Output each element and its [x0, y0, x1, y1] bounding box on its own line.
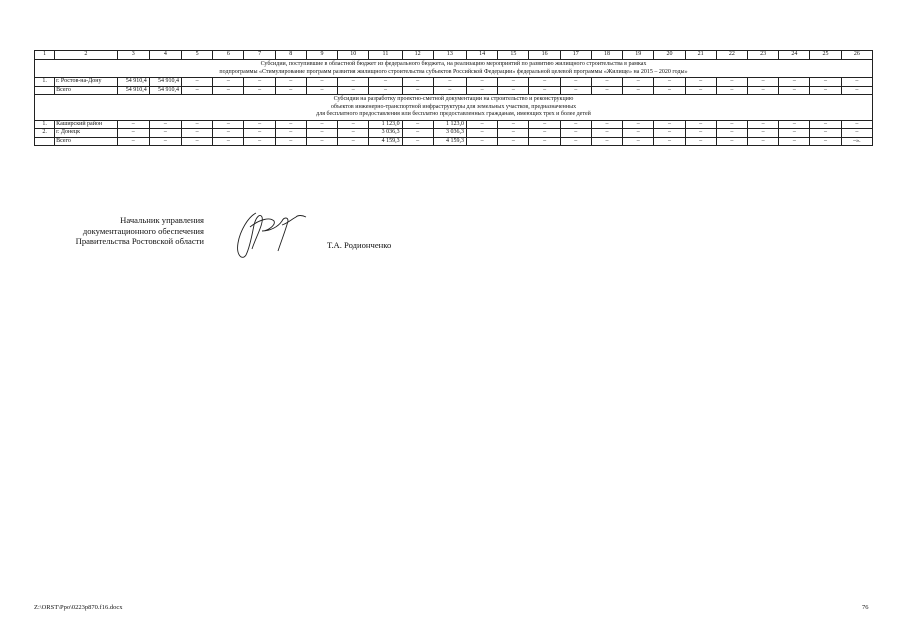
table-cell: – — [498, 78, 529, 87]
section-1-title: Субсидии, поступившие в областной бюджет из федерального бюджета, на реализацию мероприятий по развитию жилищного строительства в рамках подпрограммы «Стимулирование программ развития жилищного строительства субъектов Российской Федерации» федеральной целевой программы «Жилище» на 2015 – 2020 годы» — [35, 60, 873, 78]
table-cell: – — [275, 137, 306, 146]
table-cell: – — [654, 78, 685, 87]
signatory-name: Т.А. Родионченко — [327, 240, 392, 250]
table-cell: – — [369, 86, 402, 95]
table-cell: – — [841, 129, 872, 138]
table-cell: – — [623, 86, 654, 95]
table-cell: – — [747, 120, 778, 129]
table-cell: – — [306, 129, 337, 138]
table-cell: – — [275, 129, 306, 138]
table-cell: – — [306, 78, 337, 87]
table-cell: – — [498, 129, 529, 138]
column-number-cell: 4 — [149, 51, 181, 60]
table-cell: – — [213, 129, 244, 138]
table-cell: – — [275, 120, 306, 129]
table-cell: – — [529, 120, 560, 129]
column-number-cell: 17 — [560, 51, 591, 60]
page-number: 76 — [862, 604, 869, 611]
table-cell: – — [529, 78, 560, 87]
table-cell: – — [338, 137, 369, 146]
table-cell: – — [244, 86, 275, 95]
table-cell: – — [369, 78, 402, 87]
row-label-cell: Всего — [55, 86, 117, 95]
table-cell: – — [306, 137, 337, 146]
column-number-cell: 20 — [654, 51, 685, 60]
column-number-cell: 7 — [244, 51, 275, 60]
table-cell: 54 910,4 — [149, 86, 181, 95]
table-cell: – — [244, 137, 275, 146]
table-cell: – — [117, 129, 149, 138]
table-cell: 2. — [35, 129, 55, 138]
table-cell: – — [498, 120, 529, 129]
file-path: Z:\ORST\Ppo\0223p870.f16.docx — [34, 604, 123, 611]
column-number-cell: 11 — [369, 51, 402, 60]
table-cell: – — [402, 120, 433, 129]
table-cell: 54 910,4 — [149, 78, 181, 87]
table-cell: 4 159,3 — [369, 137, 402, 146]
table-cell: – — [529, 86, 560, 95]
table-cell: – — [779, 129, 810, 138]
column-number-row — [35, 51, 873, 60]
table-cell: – — [747, 137, 778, 146]
table-cell: – — [149, 137, 181, 146]
signature-title-line: Начальник управления — [120, 215, 204, 225]
table-cell: – — [654, 120, 685, 129]
table-row — [35, 129, 873, 138]
table-cell: 54 910,4 — [117, 86, 149, 95]
table-cell: – — [716, 86, 747, 95]
table-row — [35, 120, 873, 129]
table-cell: – — [244, 78, 275, 87]
table-cell: 3 036,3 — [369, 129, 402, 138]
row-label-cell: г. Донецк — [55, 129, 117, 138]
table-cell: – — [433, 78, 466, 87]
table-cell: – — [338, 129, 369, 138]
table-cell: – — [244, 129, 275, 138]
table-cell: – — [747, 78, 778, 87]
signature-title-line: документационного обеспечения — [82, 225, 204, 236]
column-number-cell: 16 — [529, 51, 560, 60]
table-cell: – — [338, 120, 369, 129]
column-number-cell: 5 — [182, 51, 213, 60]
table-cell: – — [529, 137, 560, 146]
table-cell: – — [779, 137, 810, 146]
table-cell: – — [402, 129, 433, 138]
table-cell: – — [716, 129, 747, 138]
row-label-cell: г. Ростов-на-Дону — [55, 78, 117, 87]
table-cell: – — [306, 86, 337, 95]
table-cell: – — [810, 86, 841, 95]
table-row — [35, 86, 873, 95]
table-cell: – — [117, 137, 149, 146]
table-cell: – — [591, 137, 622, 146]
column-number-cell: 3 — [117, 51, 149, 60]
column-number-cell: 22 — [716, 51, 747, 60]
table-cell: – — [498, 86, 529, 95]
table-cell: – — [685, 129, 716, 138]
table-cell: – — [338, 86, 369, 95]
table-cell: – — [149, 120, 181, 129]
table-cell: – — [402, 137, 433, 146]
table-cell: – — [467, 129, 498, 138]
table-cell: – — [779, 86, 810, 95]
table-cell: – — [654, 86, 685, 95]
data-table — [34, 50, 873, 146]
table-cell: – — [213, 120, 244, 129]
table-cell: – — [841, 120, 872, 129]
table-cell: – — [716, 120, 747, 129]
table-cell: –». — [841, 137, 872, 146]
table-cell: – — [338, 78, 369, 87]
column-number-cell: 23 — [747, 51, 778, 60]
table-cell: – — [591, 86, 622, 95]
table-cell: – — [623, 120, 654, 129]
table-cell: – — [779, 78, 810, 87]
table-cell: – — [841, 86, 872, 95]
row-label-cell: Каширский район — [55, 120, 117, 129]
table-cell: – — [213, 137, 244, 146]
table-cell: – — [623, 129, 654, 138]
table-cell: – — [654, 137, 685, 146]
table-cell: – — [623, 137, 654, 146]
column-number-cell: 6 — [213, 51, 244, 60]
table-cell: – — [182, 78, 213, 87]
table-cell: – — [685, 137, 716, 146]
table-cell: – — [275, 78, 306, 87]
table-cell: – — [685, 120, 716, 129]
column-number-cell: 21 — [685, 51, 716, 60]
table-cell: – — [716, 78, 747, 87]
column-number-cell: 2 — [55, 51, 117, 60]
table-cell: – — [306, 120, 337, 129]
table-cell: – — [591, 129, 622, 138]
table-cell: – — [213, 78, 244, 87]
table-cell: – — [402, 86, 433, 95]
table-cell: – — [467, 137, 498, 146]
table-cell: – — [591, 78, 622, 87]
table-cell: – — [810, 78, 841, 87]
column-number-cell: 26 — [841, 51, 872, 60]
table-cell: – — [560, 78, 591, 87]
table-cell — [35, 86, 55, 95]
table-cell: – — [467, 78, 498, 87]
table-cell: – — [433, 86, 466, 95]
column-number-cell: 9 — [306, 51, 337, 60]
table-cell: – — [560, 129, 591, 138]
column-number-cell: 13 — [433, 51, 466, 60]
column-number-cell: 19 — [623, 51, 654, 60]
table-cell: – — [182, 86, 213, 95]
table-cell: – — [182, 129, 213, 138]
table-cell: – — [560, 137, 591, 146]
table-cell: 1 123,0 — [433, 120, 466, 129]
table-cell: – — [117, 120, 149, 129]
table-cell: – — [591, 120, 622, 129]
table-cell: – — [244, 120, 275, 129]
section-header-row — [35, 95, 873, 121]
table-cell: – — [810, 137, 841, 146]
column-number-cell: 15 — [498, 51, 529, 60]
table-cell: – — [560, 86, 591, 95]
column-number-cell: 18 — [591, 51, 622, 60]
table-cell: 54 910,4 — [117, 78, 149, 87]
column-number-cell: 12 — [402, 51, 433, 60]
table-cell: – — [747, 129, 778, 138]
table-cell: – — [213, 86, 244, 95]
table-cell: 3 036,3 — [433, 129, 466, 138]
signature-title-line: Правительства Ростовской области — [75, 236, 204, 246]
handwritten-signature — [226, 205, 316, 267]
column-number-cell: 14 — [467, 51, 498, 60]
table-cell: – — [685, 86, 716, 95]
table-cell: – — [275, 86, 306, 95]
signature-title-block — [34, 215, 204, 247]
table-cell: – — [149, 129, 181, 138]
table-cell: – — [182, 120, 213, 129]
table-cell: – — [779, 120, 810, 129]
section-header-row — [35, 60, 873, 78]
table-cell: – — [716, 137, 747, 146]
table-row — [35, 137, 873, 146]
column-number-cell: 25 — [810, 51, 841, 60]
row-label-cell: Всего — [55, 137, 117, 146]
table-cell: – — [402, 78, 433, 87]
table-cell: – — [654, 129, 685, 138]
table-cell: – — [623, 78, 654, 87]
table-cell: – — [182, 137, 213, 146]
table-cell: – — [810, 120, 841, 129]
table-cell: – — [467, 120, 498, 129]
column-number-cell: 8 — [275, 51, 306, 60]
section-2-title: Субсидии на разработку проектно-сметной документации на строительство и реконструкцию объектов инженерно-транспортной инфраструктуры для земельных участков, предназначенных для бесплатного предоставления или бесплатно предоставленных гражданам, имеющих трех и более детей — [35, 95, 873, 121]
table-cell: 4 159,3 — [433, 137, 466, 146]
column-number-cell: 24 — [779, 51, 810, 60]
table-cell: 1. — [35, 120, 55, 129]
table-cell: – — [747, 86, 778, 95]
table-row — [35, 78, 873, 87]
table-cell: 1 123,0 — [369, 120, 402, 129]
table-cell: – — [560, 120, 591, 129]
column-number-cell: 10 — [338, 51, 369, 60]
table-cell: – — [810, 129, 841, 138]
table-cell — [35, 137, 55, 146]
table-cell: – — [529, 129, 560, 138]
table-cell: – — [841, 78, 872, 87]
table-cell: 1. — [35, 78, 55, 87]
column-number-cell: 1 — [35, 51, 55, 60]
table-cell: – — [498, 137, 529, 146]
table-cell: – — [467, 86, 498, 95]
table-cell: – — [685, 78, 716, 87]
